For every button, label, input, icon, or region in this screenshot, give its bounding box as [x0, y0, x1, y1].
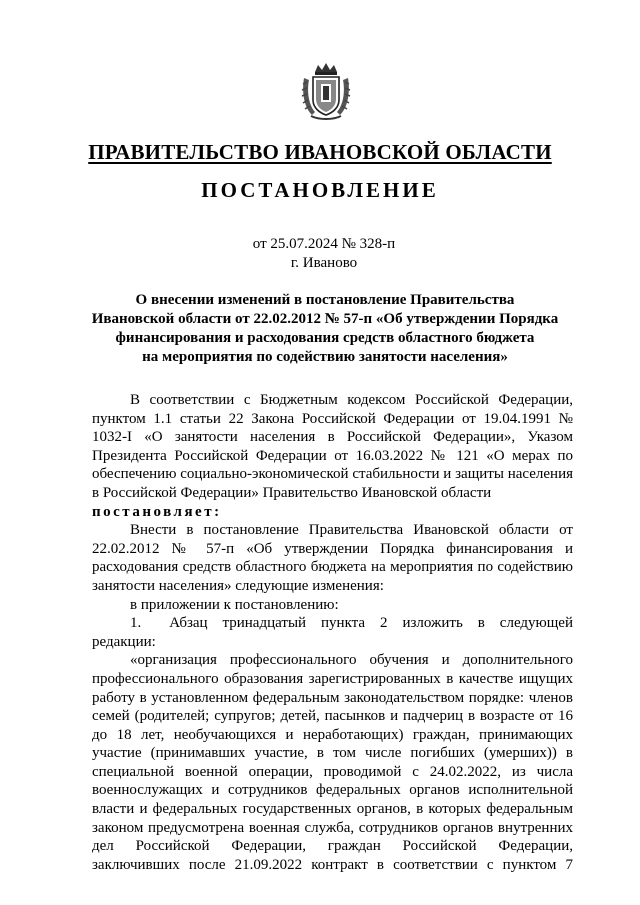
- coat-of-arms-icon: [301, 62, 351, 120]
- title-line: на мероприятия по содействию занятости населения»: [142, 349, 508, 365]
- title-line: О внесении изменений в постановление Правительства: [135, 292, 515, 308]
- preamble-paragraph: В соответствии с Бюджетным кодексом Российской Федерации, пунктом 1.1 статьи 22 Закона Российской Федерации от 19.04.1991 № 1032-I «О занятости населения в Российской Федерации», Указом Президента Российской Федерации от 16.03.2022 № 121 «О мерах по обеспечению социально-экономической стабильности и защиты населения в Российской Федерации» Правительство Ивановской области: [92, 392, 573, 501]
- date-number: от 25.07.2024 № 328-п: [252, 236, 396, 252]
- resolves-word: постановляет:: [92, 503, 222, 520]
- government-name: [0, 140, 640, 165]
- clause-1-number: 1.: [130, 615, 142, 632]
- document-title: [80, 291, 570, 367]
- government-name-text: ПРАВИТЕЛЬСТВО ИВАНОВСКОЙ ОБЛАСТИ: [88, 140, 552, 164]
- annex-paragraph: в приложении к постановлению:: [130, 596, 339, 613]
- quoted-amendment: «организация профессионального обучения и дополнительного профессионального образования зарегистрированных в качестве ищущих работу в установленном федеральным законодательством порядке: членов семей (родителей; супругов; детей, пасынков и падчериц в возрасте от 16 до 18 лет, необучающихся и неработающих) граждан, принимающих участие (принимавших участие, в том числе погибших (умерших)) в специальной военной операции, проводимой с 24.02.2022, из числа военнослужащих и сотрудников федеральных органов исполнительной власти и федеральных государственных органов, в которых федеральным законом предусмотрена военная служба, сотрудников органов внутренних дел Российской Федерации, граждан Российской Федерации, заключивших после 21.09.2022 контракт в соответствии с пунктом 7: [92, 652, 573, 873]
- amend-intro-paragraph: Внести в постановление Правительства Ивановской области от 22.02.2012 № 57-п «Об утверждении Порядка финансирования и расходования средств областного бюджета на мероприятия по содействию занятости населения» следующие изменения:: [92, 522, 573, 594]
- clause-1-text: Абзац тринадцатый пункта 2 изложить в следующей: [169, 615, 573, 632]
- title-line: Ивановской области от 22.02.2012 № 57-п «Об утверждении Порядка: [91, 311, 559, 327]
- document-type: ПОСТАНОВЛЕНИЕ: [201, 178, 439, 202]
- clause-1-continuation: редакции:: [92, 633, 156, 650]
- title-line: финансирования и расходования средств областного бюджета: [115, 330, 535, 346]
- city: г. Иваново: [290, 255, 358, 271]
- clause-1: [92, 614, 573, 633]
- document-body: [92, 391, 573, 874]
